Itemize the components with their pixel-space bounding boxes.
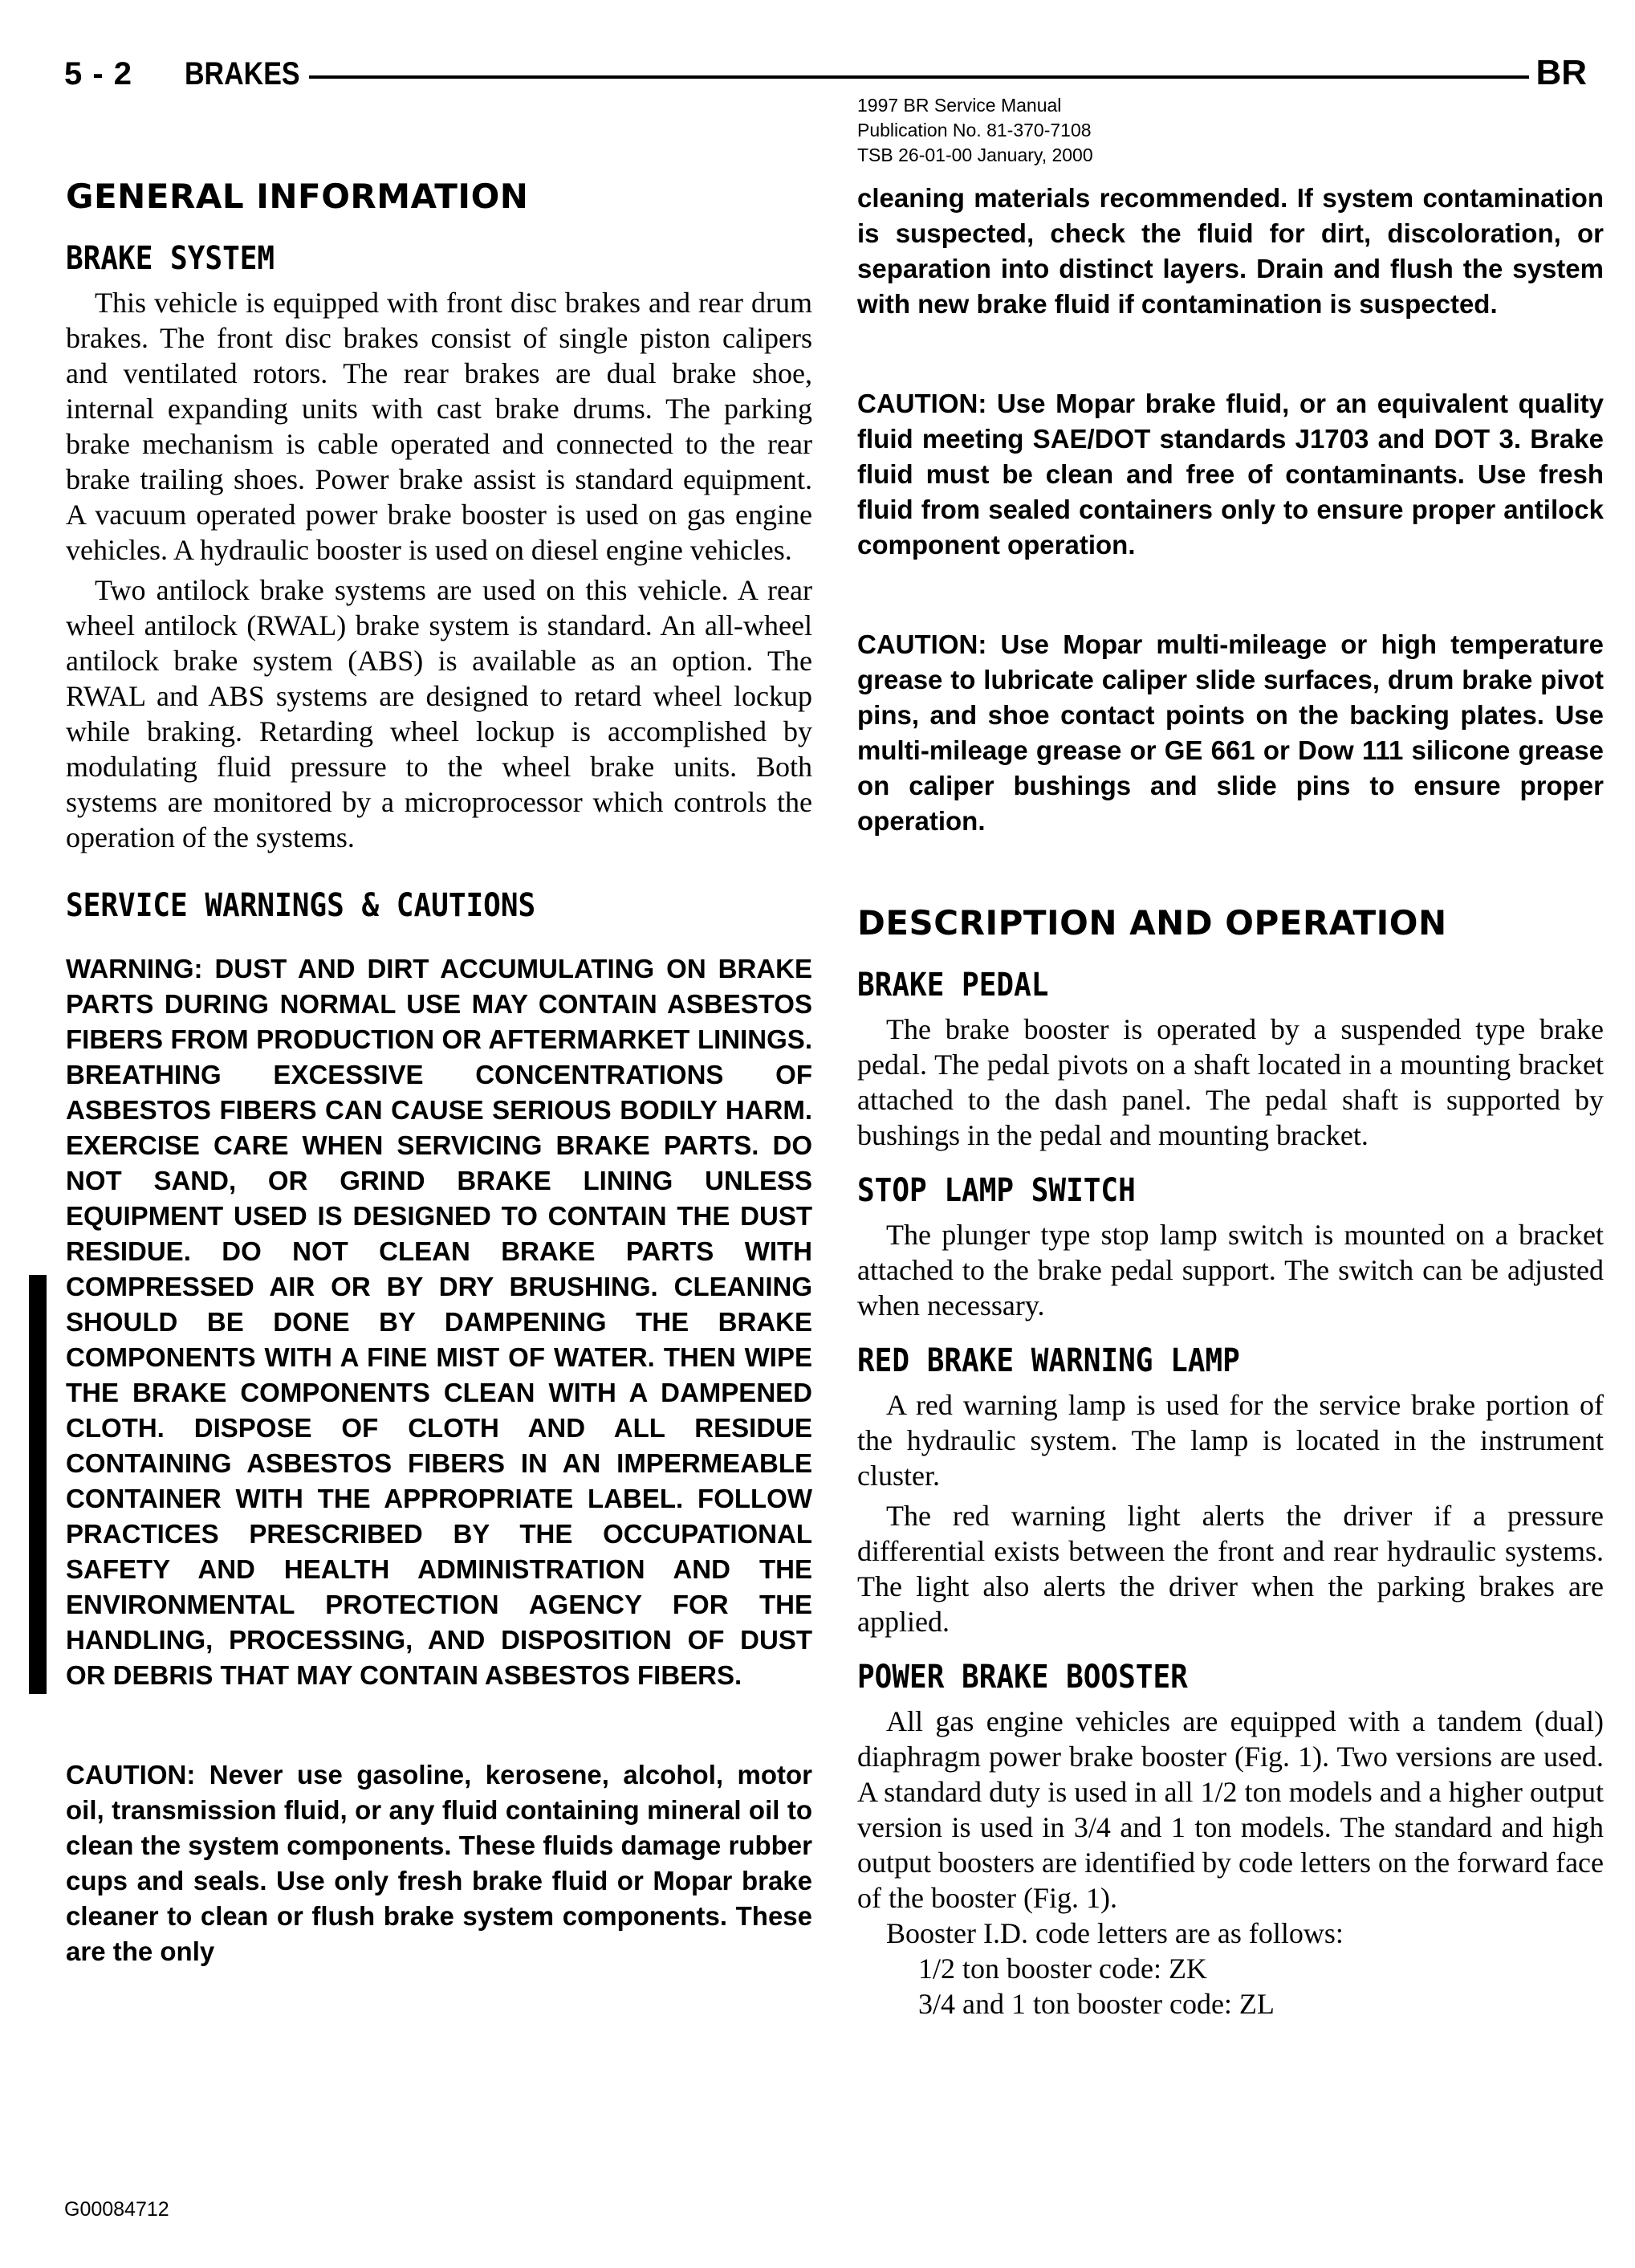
brake-system-heading: BRAKE SYSTEM xyxy=(66,240,275,277)
header-rule xyxy=(309,75,1529,79)
cleaning-caution: CAUTION: Never use gasoline, kerosene, alcohol, motor oil, transmission fluid, or any fluid containing mineral oil to clean the system components. These fluids damage rubber cups and seals. Use only fresh brake fluid or Mopar brake cleaner to clean or flush brake system components. These are the only xyxy=(66,1760,812,1966)
stop-lamp-switch-paragraph: The plunger type stop lamp switch is mounted on a bracket attached to the brake pedal support. The switch can be adjusted when necessary. xyxy=(857,1219,1604,1321)
booster-code-half-ton: 1/2 ton booster code: ZK xyxy=(918,1952,1207,1985)
red-warning-lamp-paragraph-1: A red warning lamp is used for the service brake portion of the hydraulic system. The lamp is located in the instrument cluster. xyxy=(857,1389,1604,1492)
brake-pedal-heading: BRAKE PEDAL xyxy=(857,967,1049,1004)
brake-pedal-paragraph: The brake booster is operated by a suspended type brake pedal. The pedal pivots on a shaft located in a mounting bracket attached to the dash panel. The pedal shaft is supported by bushings in the pedal and mounting bracket. xyxy=(857,1013,1604,1151)
brake-system-paragraph-2: Two antilock brake systems are used on this vehicle. A rear wheel antilock (RWAL) brake system is standard. An all-wheel antilock brake system (ABS) is available as an option. The RWAL and ABS systems are designed to retard wheel lockup while braking. Retarding wheel lockup is accomplished by modulating fluid pressure to the wheel brake units. Both systems are monitored by a microprocessor which controls the operation of the systems. xyxy=(66,574,812,853)
stop-lamp-switch-heading: STOP LAMP SWITCH xyxy=(857,1172,1136,1209)
power-brake-booster-paragraph: All gas engine vehicles are equipped with a tandem (dual) diaphragm power brake booster (Fig. 1). Two versions are used. A standard duty is used in all 1/2 ton models and a higher output version is used in 3/4 and 1 ton models. The standard and high output boosters are identified by code letters on the forward face of the booster (Fig. 1). xyxy=(857,1705,1604,1914)
red-warning-lamp-heading: RED BRAKE WARNING LAMP xyxy=(857,1342,1240,1379)
left-column xyxy=(66,177,812,1969)
publication-line-3: TSB 26-01-00 January, 2000 xyxy=(857,145,1093,165)
booster-code-heavy-duty: 3/4 and 1 ton booster code: ZL xyxy=(918,1988,1275,2020)
brake-system-paragraph-1: This vehicle is equipped with front disc brakes and rear drum brakes. The front disc brakes consist of single piston calipers and ventilated rotors. The rear brakes are dual brake shoe, internal expanding units with cast brake drums. The parking brake mechanism is cable operated and connected to the rear brake trailing shoes. Power brake assist is standard equipment. A vacuum operated power brake booster is used on gas engine vehicles. A hydraulic booster is used on diesel engine vehicles. xyxy=(66,287,812,566)
right-column xyxy=(857,181,1604,2022)
publication-line-2: Publication No. 81-370-7108 xyxy=(857,120,1092,140)
asbestos-warning: WARNING: DUST AND DIRT ACCUMULATING ON BRAKE PARTS DURING NORMAL USE MAY CONTAIN ASBESTOS FIBERS FROM PRODUCTION OR AFTERMARKET LININGS. BREATHING EXCESSIVE CONCENTRATIONS OF ASBESTOS FIBERS CAN CAUSE SERIOUS BODILY HARM. EXERCISE CARE WHEN SERVICING BRAKE PARTS. DO NOT SAND, OR GRIND BRAKE LINING UNLESS EQUIPMENT USED IS DESIGNED TO CONTAIN THE DUST RESIDUE. DO NOT CLEAN BRAKE PARTS WITH COMPRESSED AIR OR BY DRY BRUSHING. CLEANING SHOULD BE DONE BY DAMPENING THE BRAKE COMPONENTS WITH A FINE MIST OF WATER. THEN WIPE THE BRAKE COMPONENTS CLEAN WITH A DAMPENED CLOTH. DISPOSE OF CLOTH AND ALL RESIDUE CONTAINING ASBESTOS FIBERS IN AN IMPERMEABLE CONTAINER WITH THE APPROPRIATE LABEL. FOLLOW PRACTICES PRESCRIBED BY THE OCCUPATIONAL SAFETY AND HEALTH ADMINISTRATION AND THE ENVIRONMENTAL PROTECTION AGENCY FOR THE HANDLING, PROCESSING, AND DISPOSITION OF DUST OR DEBRIS THAT MAY CONTAIN ASBESTOS FIBERS. xyxy=(66,954,812,1690)
general-information-heading: GENERAL INFORMATION xyxy=(66,177,529,216)
grease-caution: CAUTION: Use Mopar multi-mileage or high temperature grease to lubricate caliper slide surfaces, drum brake pivot pins, and shoe contact points on the backing plates. Use multi-mileage grease or GE 661 or Dow 111 silicone grease on caliper bushings and slide pins to ensure proper operation. xyxy=(857,629,1604,836)
section-title: BRAKES xyxy=(185,56,300,92)
publication-line-1: 1997 BR Service Manual xyxy=(857,95,1062,116)
service-warnings-heading: SERVICE WARNINGS & CAUTIONS xyxy=(66,887,536,924)
booster-codes-intro: Booster I.D. code letters are as follows: xyxy=(886,1917,1344,1949)
page-number: 5 - 2 xyxy=(64,56,133,92)
revision-change-bar xyxy=(29,1275,47,1694)
description-operation-heading: DESCRIPTION AND OPERATION xyxy=(857,903,1447,943)
document-id: G00084712 xyxy=(64,2198,169,2221)
power-brake-booster-heading: POWER BRAKE BOOSTER xyxy=(857,1659,1188,1696)
model-code: BR xyxy=(1535,53,1587,92)
brake-fluid-caution: CAUTION: Use Mopar brake fluid, or an equivalent quality fluid meeting SAE/DOT standards J1703 and DOT 3. Brake fluid must be clean and free of contaminants. Use fresh fluid from sealed containers only to ensure proper antilock component operation. xyxy=(857,389,1604,560)
red-warning-lamp-paragraph-2: The red warning light alerts the driver if a pressure differential exists between the front and rear hydraulic systems. The light also alerts the driver when the parking brakes are applied. xyxy=(857,1500,1604,1638)
cleaning-caution-continued: cleaning materials recommended. If system contamination is suspected, check the fluid for dirt, discoloration, or separation into distinct layers. Drain and flush the system with new brake fluid if contamination is suspected. xyxy=(857,183,1604,319)
publication-info xyxy=(857,93,1093,168)
